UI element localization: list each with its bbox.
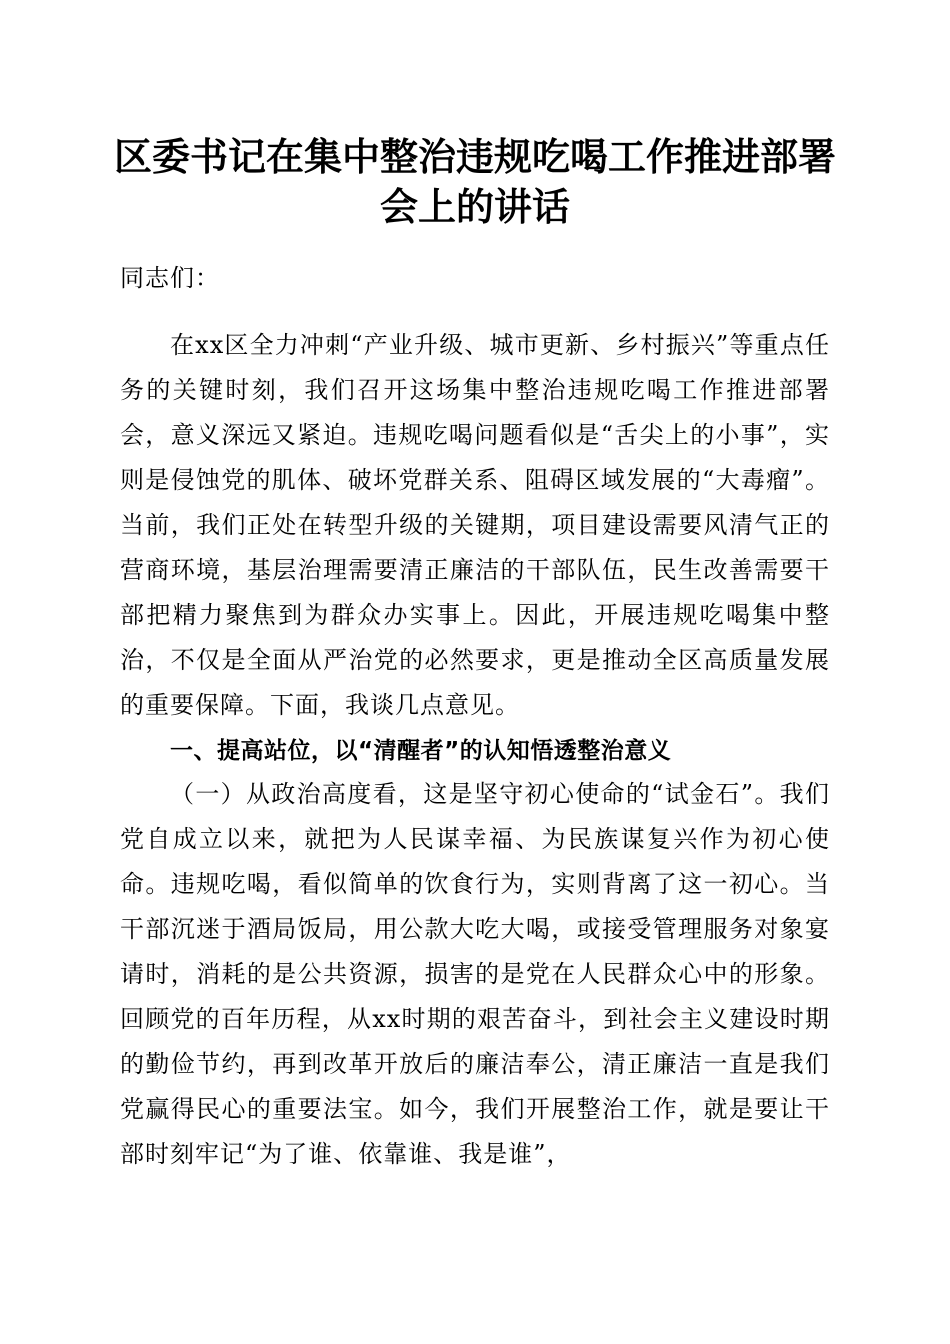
document-title: 区委书记在集中整治违规吃喝工作推进部署会上的讲话	[113, 134, 836, 229]
paragraph-section-1-1: （一）从政治高度看，这是坚守初心使命的“试金石”。我们党自成立以来，就把为人民谋幸福、为民族谋复兴作为初心使命。违规吃喝，看似简单的饮食行为，实则背离了这一初心。当干部沉迷于酒局饭局，用公款大吃大喝，或接受管理服务对象宴请时，消耗的是公共资源，损害的是党在人民群众心中的形象。回顾党的百年历程，从xx时期的艰苦奋斗，到社会主义建设时期的勤俭节约，再到改革开放后的廉洁奉公，清正廉洁一直是我们党赢得民心的重要法宝。如今，我们开展整治工作，就是要让干部时刻牢记“为了谁、依靠谁、我是谁”，	[120, 780, 830, 1168]
section-heading-1: 一、提高站位，以“清醒者”的认知悟透整治意义	[170, 738, 672, 764]
paragraph-intro: 在xx区全力冲刺“产业升级、城市更新、乡村振兴”等重点任务的关键时刻，我们召开这场集中整治违规吃喝工作推进部署会，意义深远又紧迫。违规吃喝问题看似是“舌尖上的小事”，实则是侵蚀党的肌体、破坏党群关系、阻碍区域发展的“大毒瘤”。当前，我们正处在转型升级的关键期，项目建设需要风清气正的营商环境，基层治理需要清正廉洁的干部队伍，民生改善需要干部把精力聚焦到为群众办实事上。因此，开展违规吃喝集中整治，不仅是全面从严治党的必然要求，更是推动全区高质量发展的重要保障。下面，我谈几点意见。	[120, 331, 830, 719]
salutation: 同志们：	[120, 264, 220, 292]
